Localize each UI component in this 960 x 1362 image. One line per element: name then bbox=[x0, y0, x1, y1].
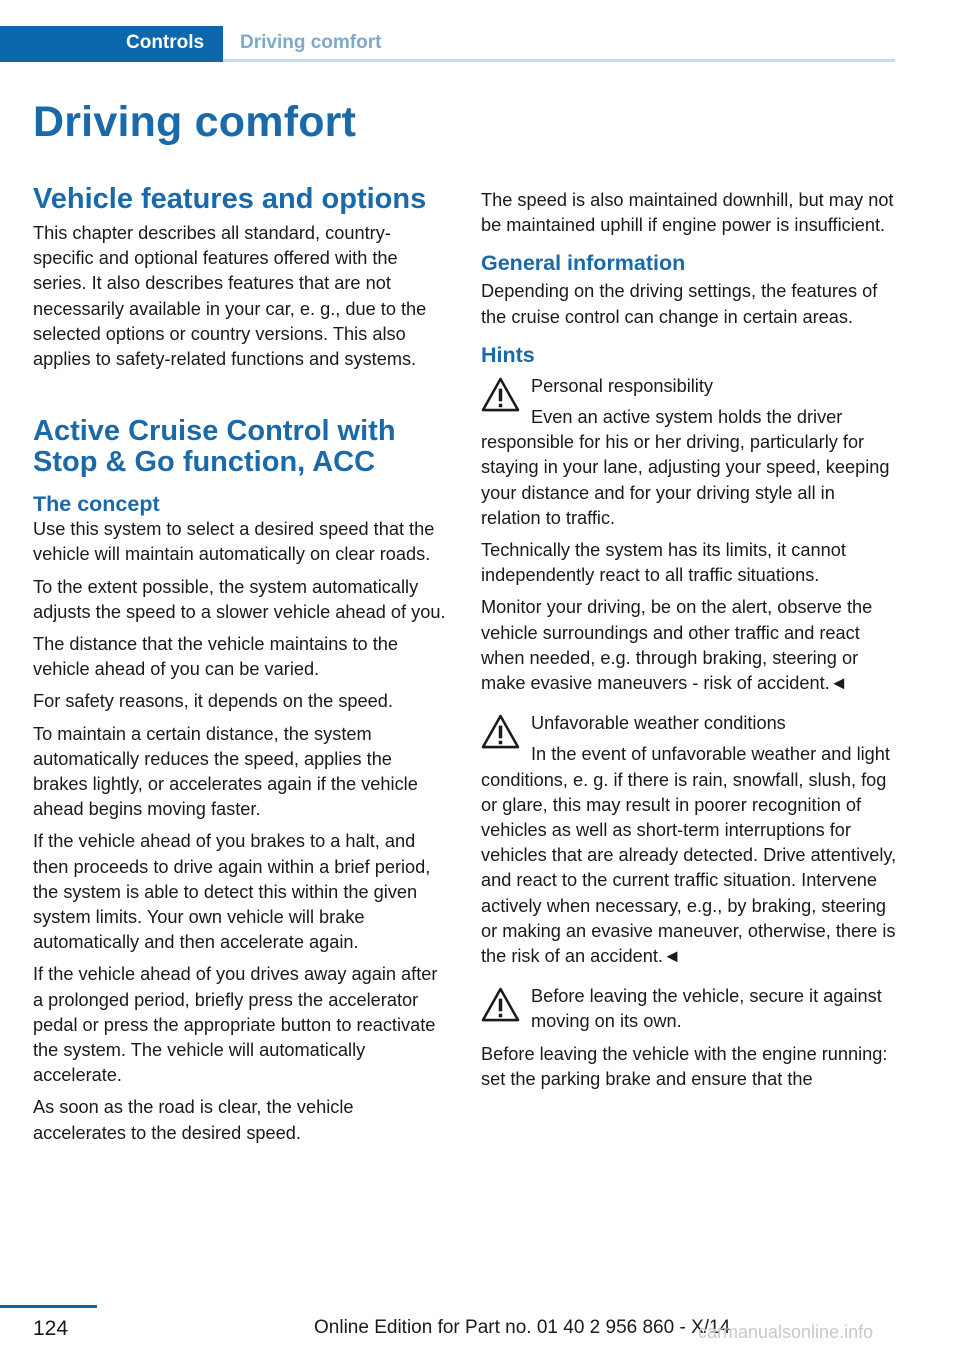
header-subsection: Driving comfort bbox=[240, 32, 382, 53]
paragraph: Use this system to select a desired speed that the vehicle will maintain automatically on clear roads. bbox=[33, 519, 435, 565]
warning-title: Personal responsibility bbox=[531, 375, 713, 396]
paragraph-vehicle-features: This chapter describes all standard, country-specific and optional features offered with the series. It also describes features that are not necessarily available in your car, e. g., due to the selected options or country versions. This also applies to safety-related functions and systems. bbox=[33, 223, 427, 370]
warning-title: Unfavorable weather conditions bbox=[531, 713, 786, 734]
edition-note: Online Edition for Part no. 01 40 2 956 860 - X/14 bbox=[314, 1317, 731, 1338]
paragraph: The distance that the vehicle maintains to the vehicle ahead of you can be varied. bbox=[33, 634, 398, 680]
page-title: Driving comfort bbox=[33, 98, 357, 146]
warning-triangle-icon bbox=[481, 987, 520, 1022]
paragraph: If the vehicle ahead of you brakes to a halt, and then proceeds to drive again within a brief period, the system is able to detect this within the given system limits. Your own vehicle will brake automatically and then accelerate again. bbox=[33, 831, 431, 953]
paragraph: Monitor your driving, be on the alert, observe the vehicle surroundings and other traffic and react when needed, e.g. through braking, steering or make evasive maneuvers - risk of accident.◄ bbox=[481, 597, 873, 694]
warning-triangle-icon bbox=[481, 377, 520, 412]
page-header bbox=[0, 26, 895, 62]
paragraph: To maintain a certain distance, the system automatically reduces the speed, applies the brakes lightly, or accelerates again if the vehicle ahead begins moving faster. bbox=[33, 723, 418, 820]
paragraph: Depending on the driving settings, the features of the cruise control can change in certain areas. bbox=[481, 281, 878, 327]
paragraph: As soon as the road is clear, the vehicle accelerates to the desired speed. bbox=[33, 1097, 354, 1143]
warning-title: Before leaving the vehicle, secure it against moving on its own. bbox=[531, 986, 882, 1032]
paragraph: Technically the system has its limits, it cannot independently react to all traffic situations. bbox=[481, 540, 846, 586]
heading-concept: The concept bbox=[33, 492, 160, 517]
paragraph: Before leaving the vehicle with the engine running: set the parking brake and ensure that the bbox=[481, 1043, 888, 1089]
header-section-tab: Controls bbox=[0, 26, 223, 62]
left-column bbox=[33, 184, 448, 1146]
right-column bbox=[481, 188, 899, 1092]
paragraph: To the extent possible, the system automatically adjusts the speed to a slower vehicle ahead of you. bbox=[33, 576, 446, 622]
paragraph: If the vehicle ahead of you drives away again after a prolonged period, briefly press the accelerator pedal or press the appropriate button to reactivate the system. The vehicle will automatically accelerate. bbox=[33, 964, 438, 1086]
heading-hints: Hints bbox=[481, 342, 535, 367]
heading-vehicle-features: Vehicle features and options bbox=[33, 183, 427, 215]
header-rule bbox=[223, 59, 895, 62]
paragraph: For safety reasons, it depends on the speed. bbox=[33, 691, 393, 712]
page-number: 124 bbox=[33, 1317, 69, 1340]
footer-rule bbox=[0, 1305, 97, 1308]
warning-block bbox=[481, 711, 899, 969]
warning-body: In the event of unfavorable weather and light conditions, e. g. if there is rain, snowfall, slush, fog or glare, this may result in poorer recognition of vehicles as well as short-term interruptions for vehicles that are already detected. Drive attentively, and react to the current traffic situation. Intervene actively when necessary, e.g., by braking, steering or making an evasive maneuver, otherwise, there is the risk of an accident.◄ bbox=[481, 744, 897, 967]
paragraph: The speed is also maintained downhill, but may not be maintained uphill if engine power is insufficient. bbox=[481, 190, 894, 236]
warning-block bbox=[481, 984, 899, 1034]
watermark: carmanualsonline.info bbox=[698, 1322, 874, 1342]
heading-general-information: General information bbox=[481, 251, 686, 276]
heading-acc: Active Cruise Control with Stop & Go function, ACC bbox=[33, 415, 396, 479]
warning-triangle-icon bbox=[481, 714, 520, 749]
warning-block bbox=[481, 374, 899, 531]
warning-body: Even an active system holds the driver responsible for his or her driving, particularly for staying in your lane, adjusting your speed, keeping your distance and for your driving style all in relation to traffic. bbox=[481, 407, 890, 528]
